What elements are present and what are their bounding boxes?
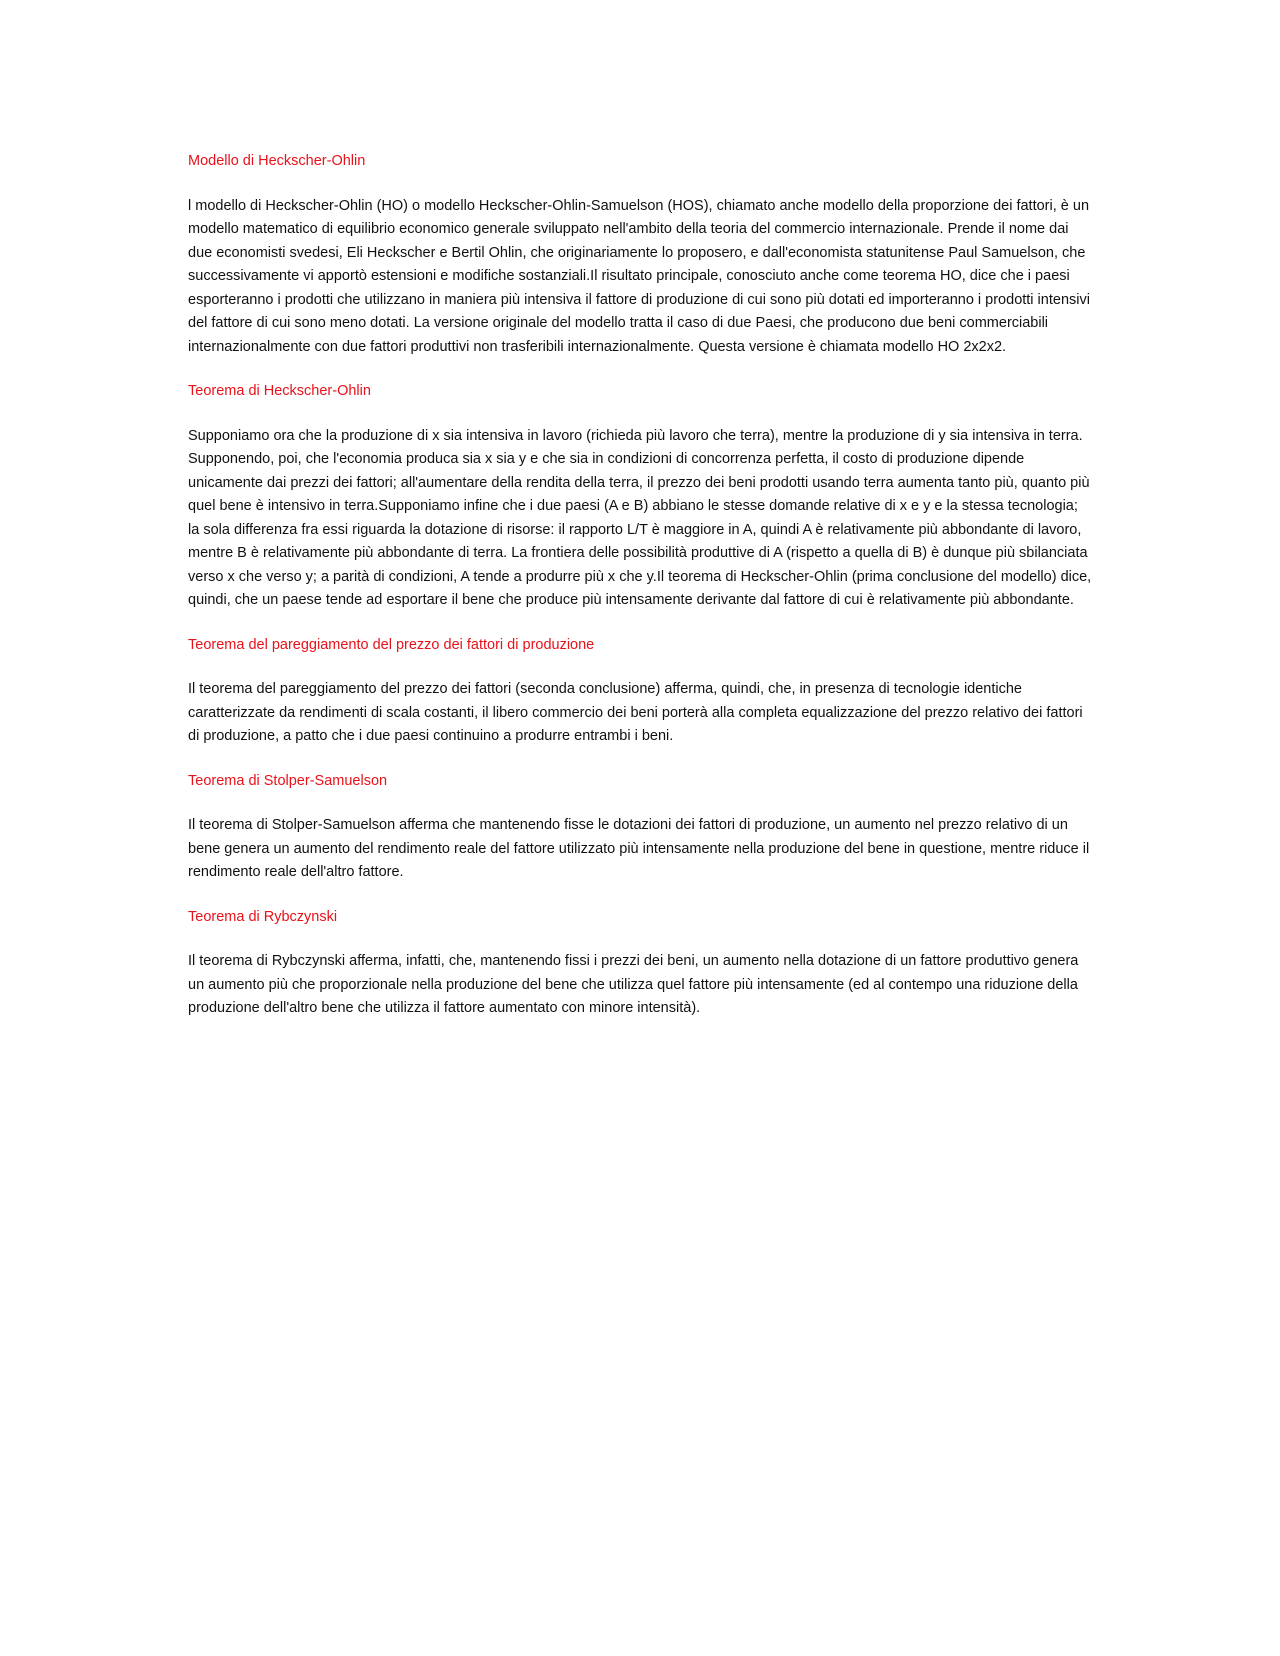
section-body-stolper-samuelson: Il teorema di Stolper-Samuelson afferma che mantenendo fisse le dotazioni dei fattori di produzione, un aumento nel prezzo relativo di un bene genera un aumento del rendimento reale del fattore utilizzato più intensamente nella produzione del bene in questione, mentre riduce il rendimento reale dell'altro fattore. [188, 817, 1090, 880]
section-body-teorema-ho: Supponiamo ora che la produzione di x sia intensiva in lavoro (richieda più lavoro che terra), mentre la produzione di y sia intensiva in terra. Supponendo, poi, che l'economia produca sia x sia y e che sia in condizioni di concorrenza perfetta, il costo di produzione dipende unicamente dai prezzi dei fattori; all'aumentare della rendita della terra, il prezzo dei beni prodotti usando terra aumenta tanto più, quanto più quel bene è intensivo in terra.Supponiamo infine che i due paesi (A e B) abbiano le stesse domande relative di x e y e la stessa tecnologia; la sola differenza fra essi riguarda la dotazione di risorse: il rapporto L/T è maggiore in A, quindi A è relativamente più abbondante di lavoro, mentre B è relativamente più abbondante di terra. La frontiera delle possibilità produttive di A (rispetto a quella di B) è dunque più sbilanciata verso x che verso y; a parità di condizioni, A tende a produrre più x che y.Il teorema di Heckscher-Ohlin (prima conclusione del modello) dice, quindi, che un paese tende ad esportare il bene che produce più intensamente derivante dal fattore di cui è relativamente più abbondante. [188, 427, 1092, 608]
document-page [188, 150, 1092, 1042]
section-body-pareggiamento: Il teorema del pareggiamento del prezzo dei fattori (seconda conclusione) afferma, quindi, che, in presenza di tecnologie identiche caratterizzate da rendimenti di scala costanti, il libero commercio dei beni porterà alla completa equalizzazione del prezzo relativo dei fattori di produzione, a patto che i due paesi continuino a produrre entrambi i beni. [188, 681, 1083, 744]
section-heading-rybczynski: Teorema di Rybczynski [188, 908, 338, 925]
section-body-modello: l modello di Heckscher-Ohlin (HO) o modello Heckscher-Ohlin-Samuelson (HOS), chiamato anche modello della proporzione dei fattori, è un modello matematico di equilibrio economico generale sviluppato nell'ambito della teoria del commercio internazionale. Prende il nome dai due economisti svedesi, Eli Heckscher e Bertil Ohlin, che originariamente lo proposero, e dall'economista statunitense Paul Samuelson, che successivamente vi apportò estensioni e modifiche sostanziali.Il risultato principale, conosciuto anche come teorema HO, dice che i paesi esporteranno i prodotti che utilizzano in maniera più intensiva il fattore di produzione di cui sono più dotati ed importeranno i prodotti intensivi del fattore di cui sono meno dotati. La versione originale del modello tratta il caso di due Paesi, che producono due beni commerciabili internazionalmente con due fattori produttivi non trasferibili internazionalmente. Questa versione è chiamata modello HO 2x2x2. [188, 197, 1090, 355]
section-heading-stolper-samuelson: Teorema di Stolper-Samuelson [188, 772, 388, 789]
section-heading-modello: Modello di Heckscher-Ohlin [188, 153, 366, 169]
section-heading-teorema-ho: Teorema di Heckscher-Ohlin [188, 383, 371, 399]
section-heading-pareggiamento: Teorema del pareggiamento del prezzo dei fattori di produzione [188, 636, 595, 653]
section-body-rybczynski: Il teorema di Rybczynski afferma, infatti, che, mantenendo fissi i prezzi dei beni, un aumento nella dotazione di un fattore produttivo genera un aumento più che proporzionale nella produzione del bene che utilizza quel fattore più intensamente (ed al contempo una riduzione della produzione dell'altro bene che utilizza il fattore aumentato con minore intensità). [188, 953, 1079, 1016]
